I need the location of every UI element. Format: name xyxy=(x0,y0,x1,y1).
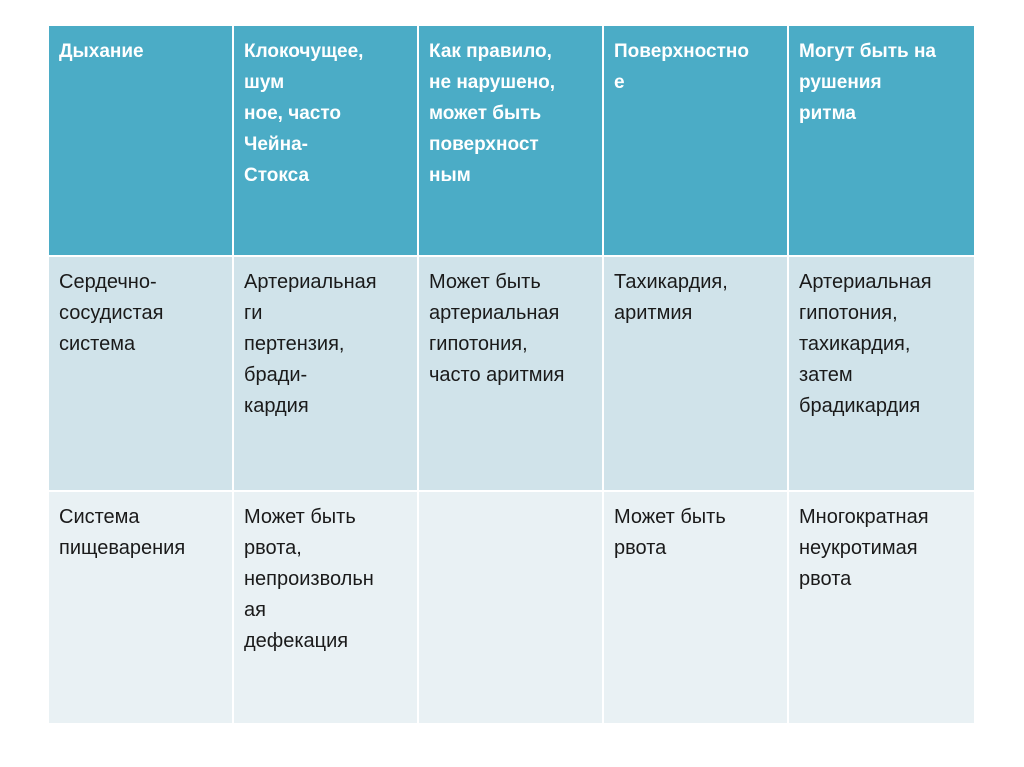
table-cell: Может быть рвота, непроизвольн ая дефекация xyxy=(234,492,419,723)
table-cell: Дыхание xyxy=(49,26,234,257)
table-cell: Артериальная гипотония, тахикардия, затем брадикардия xyxy=(789,257,974,492)
table-cell: Может быть рвота xyxy=(604,492,789,723)
table-cell: Может быть артериальная гипотония, часто аритмия xyxy=(419,257,604,492)
table-cell: Сердечно- сосудистая система xyxy=(49,257,234,492)
table-cell: Поверхностно е xyxy=(604,26,789,257)
comparison-table xyxy=(49,26,974,723)
table-cell: Система пищеварения xyxy=(49,492,234,723)
table-cell: Тахикардия, аритмия xyxy=(604,257,789,492)
table-cell xyxy=(419,492,604,723)
table-cell: Клокочущее, шум ное, часто Чейна- Стокса xyxy=(234,26,419,257)
table-cell: Многократная неукротимая рвота xyxy=(789,492,974,723)
table-cell: Могут быть на рушения ритма xyxy=(789,26,974,257)
table-cell: Артериальная ги пертензия, бради- кардия xyxy=(234,257,419,492)
table-cell: Как правило, не нарушено, может быть поверхност ным xyxy=(419,26,604,257)
